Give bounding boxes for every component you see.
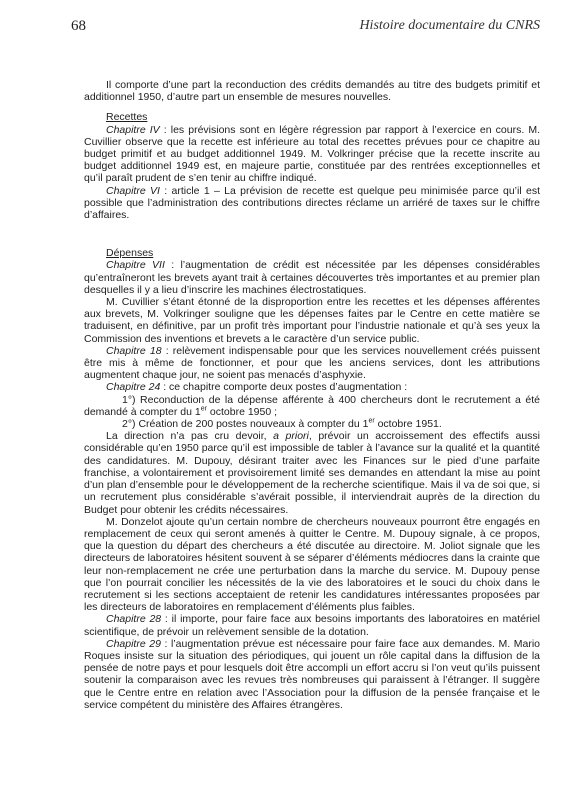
paragraph-text: : relèvement indispensable pour que les services nouvellement créés puissent être mis à même de fonctionner, et pour que les anciens services, dont les attributions augmentent chaque jour, ne soient pas menacés d’asphyxie. [84, 344, 540, 382]
paragraph-text: : l’augmentation prévue est nécessaire pour faire face aux demandes. M. Mario Roques insiste sur la situation des périodiques, qui jouent un rôle capital dans la diffusion de la pensée de notre pays et pour lesquels doit être accompli un effort accru si l’on veut qu’ils puissent soutenir la comparaison avec les revues très nombreuses qui paraissent à l’étranger. Il suggère que le Centre entre en relation avec l’Association pour la diffusion de la pensée française et le service compétent du ministère des Affaires étrangères. [84, 637, 540, 711]
chapter-label: Chapitre IV [106, 123, 160, 136]
paragraph-text: La direction n’a pas cru devoir, [106, 430, 274, 443]
running-title: Histoire documentaire du CNRS [359, 18, 540, 33]
paragraph-donzelot: M. Donzelot ajoute qu’un certain nombre de chercheurs nouveaux pourront être engagés en remplacement de ceux qui seront amenés à quitter le Centre. M. Dupouy signale, à ce propos, que la question du départ des chercheurs a été discutée au directoire. M. Joliot signale que les directeurs de laboratoires hésitent souvent à se séparer d’éléments médiocres dans la crainte que leur non-remplacement ne crée une perturbation dans la marche du service. M. Dupouy pense que l’on pourrait concilier les nécessités de la vie des laboratoires et le souci du choix dans le recrutement si les sections acceptaient de retenir les candidatures intéressantes proposées par les directeurs de laboratoires en remplacement d’éléments plus faibles. [84, 515, 540, 614]
paragraph-text: : ce chapitre comporte deux postes d’augmentation : [160, 381, 408, 394]
superscript: er [368, 417, 375, 425]
section-heading-recettes: Recettes [106, 111, 148, 124]
paragraph-cuvillier: M. Cuvillier s’étant étonné de la disproportion entre les recettes et les dépenses afférentes aux brevets, M. Volkringer souligne que les dépenses faites par le Centre en cette matière se traduisent, en définitive, par un profit très important pour l’industrie nationale et qu’à ses yeux la Commission des inventions et brevets a le caractère d’un service public. [84, 296, 540, 345]
list-item-1 [84, 394, 540, 418]
paragraph-text: , prévoir un accroissement des effectifs aussi considérable qu’en 1950 parce qu’il est impossible de tabler à l’avance sur la qualité et la quantité des candidatures. M. Dupouy, désirant traiter avec les Finances sur le pied d’une parfaite franchise, a volontairement et provisoirement limité ses demandes en attendant la mise au point d’un plan d’ensemble pour le développement de la recherche scientifique. Mais il va de soi que, si un recrutement plus considérable s’avérait possible, il interviendrait auprès de la direction du Budget pour obtenir les crédits nécessaires. [84, 430, 540, 516]
list-item-text: octobre 1951. [374, 418, 442, 431]
paragraph-chapitre-28 [84, 613, 540, 637]
chapter-label: Chapitre VII [106, 259, 165, 272]
chapter-label: Chapitre 24 [106, 381, 161, 394]
paragraph-text: : il importe, pour faire face aux besoins importants des laboratoires en matériel scientifique, de prévoir un relèvement sensible de la dotation. [84, 613, 540, 638]
paragraph-text: : les prévisions sont en légère régression par rapport à l’exercice en cours. M. Cuvillier observe que la recette est inférieure au total des recettes prévues pour ce chapitre au budget primitif et au budget additionnel 1949. M. Volkringer précise que la recette inscrite au budget additionnel 1949 est, en majeure partie, constituée par des rentrées exceptionnelles et qu’il paraît prudent de s’en tenir au chiffre indiqué. [84, 123, 540, 185]
intro-paragraph: Il comporte d’une part la reconduction des crédits demandés au titre des budgets primitif et additionnel 1950, d’autre part un ensemble de mesures nouvelles. [84, 79, 540, 104]
chapter-label: Chapitre 28 [106, 613, 162, 626]
paragraph-chapitre-vii [84, 259, 540, 296]
paragraph-chapitre-29 [84, 638, 540, 711]
paragraph-direction [84, 430, 540, 515]
superscript: er [200, 405, 207, 413]
paragraph-chapitre-18 [84, 345, 540, 382]
page-number: 68 [71, 18, 86, 34]
page-body [84, 79, 540, 711]
list-item-2 [84, 418, 540, 430]
list-item-text: 2°) Création de 200 postes nouveaux à compter du 1 [122, 418, 369, 431]
paragraph-text: : l’augmentation de crédit est nécessitée par les dépenses considérables qu’entraîneront les brevets ayant trait à certaines découvertes très importantes et au premier plan desquelles il y a lieu d’inscrire les machines électrostatiques. [84, 259, 540, 296]
chapter-label: Chapitre VI [106, 184, 160, 197]
chapter-label: Chapitre 18 [106, 344, 162, 357]
list-item-text: octobre 1950 ; [206, 405, 278, 418]
emphasis: a priori [273, 430, 309, 443]
paragraph-chapitre-iv [84, 124, 540, 185]
chapter-label: Chapitre 29 [106, 637, 161, 650]
paragraph-chapitre-vi [84, 185, 540, 222]
section-heading-depenses: Dépenses [106, 247, 154, 260]
paragraph-text: : article 1 – La prévision de recette est quelque peu minimisée parce qu’il est possible que l’administration des contributions directes réclame un arriéré de taxes sur le chiffre d’affaires. [84, 184, 540, 222]
paragraph-chapitre-24 [84, 381, 540, 393]
list-item-text: 1°) Reconduction de la dépense afférente à 400 chercheurs dont le recrutement a été demandé à compter du 1 [84, 393, 540, 418]
